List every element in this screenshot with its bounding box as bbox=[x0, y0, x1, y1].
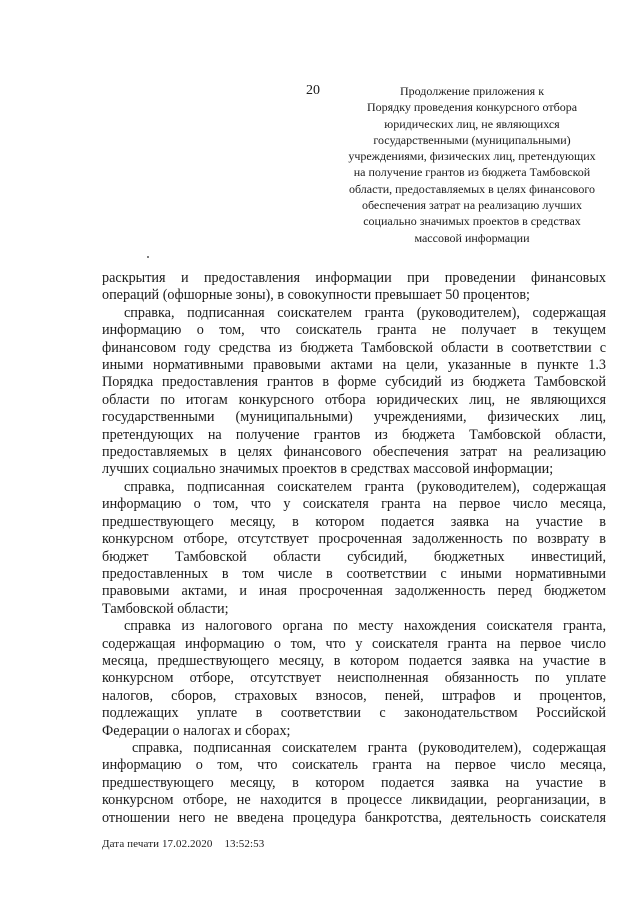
body-line: конкурсном отборе, не находится в процессе ликвидации, реорганизации, в bbox=[102, 792, 606, 809]
print-date: Дата печати 17.02.2020 bbox=[102, 838, 213, 850]
body-line: справка, подписанная соискателем гранта (руководителем), содержащая bbox=[132, 739, 606, 756]
body-line: отношении него не введена процедура банкротства, деятельность соискателя bbox=[102, 809, 606, 826]
body-line: подлежащих уплате в соответствии с законодательством Российской bbox=[102, 705, 606, 722]
page-number: 20 bbox=[306, 83, 320, 98]
body-line: раскрытия и предоставления информации при проведении финансовых bbox=[102, 270, 606, 286]
body-line: справка из налогового органа по месту нахождения соискателя гранта, bbox=[124, 618, 606, 635]
header-note-line: Порядку проведения конкурсного отбора bbox=[366, 100, 578, 115]
body-line: финансовом году средства из бюджета Тамбовской области в соответствии с bbox=[102, 339, 606, 356]
body-line: операций (офшорные зоны), в совокупности превышает 50 процентов; bbox=[102, 287, 530, 304]
header-note-line: массовой информации bbox=[414, 230, 530, 245]
body-line: справка, подписанная соискателем гранта (руководителем), содержащая bbox=[124, 478, 606, 495]
body-line: предшествующего месяцу, в котором подается заявка на участие в bbox=[102, 774, 606, 791]
header-note-line: социально значимых проектов в средствах bbox=[363, 214, 581, 229]
body-line: информацию о том, что у соискателя гранта на первое число месяца, bbox=[102, 496, 606, 513]
body-line: информацию о том, что соискатель гранта на первое число месяца, bbox=[102, 757, 606, 774]
body-line: налогов, сборов, страховых взносов, пеней, штрафов и процентов, bbox=[102, 687, 606, 704]
body-line: правовыми актами, и иная просроченная задолженность перед бюджетом bbox=[102, 583, 606, 600]
body-line: Тамбовской области; bbox=[102, 600, 229, 617]
body-line: Федерации о налогах и сборах; bbox=[102, 722, 291, 739]
body-line: предоставляемых в целях финансового обеспечения затрат на реализацию bbox=[102, 444, 606, 461]
body-line: предоставленных в том числе в соответствии с иными нормативными bbox=[102, 565, 606, 582]
body-line: месяца, предшествующего месяцу, в котором подается заявка на участие в bbox=[102, 652, 606, 669]
body-line: бюджет Тамбовской области субсидий, бюджетных инвестиций, bbox=[102, 548, 606, 565]
header-note-line: обеспечения затрат на реализацию лучших bbox=[361, 198, 583, 213]
header-note-line: области, предоставляемых в целях финансового bbox=[349, 181, 595, 196]
print-footer bbox=[102, 838, 264, 850]
body-line: конкурсном отборе, отсутствует просроченная задолженность по возврату в bbox=[102, 531, 606, 548]
scan-speck bbox=[147, 256, 149, 258]
body-line: справка, подписанная соискателем гранта (руководителем), содержащая bbox=[124, 304, 606, 321]
body-line: конкурсном отборе, отсутствует неисполненная обязанность по уплате bbox=[102, 670, 606, 687]
header-note-line: Продолжение приложения к bbox=[399, 84, 545, 98]
body-text bbox=[102, 270, 606, 827]
body-line: лучших социально значимых проектов в средствах массовой информации; bbox=[102, 461, 554, 478]
header-note-line: государственными (муниципальными) bbox=[373, 132, 571, 147]
body-line: государственными (муниципальными) учреждениями, физических лиц, bbox=[102, 409, 606, 426]
body-line: информацию о том, что соискатель гранта не получает в текущем bbox=[102, 322, 606, 339]
appendix-header-note bbox=[322, 83, 622, 246]
body-line: содержащая информацию о том, что у соискателя гранта на первое число bbox=[102, 635, 606, 652]
print-time: 13:52:53 bbox=[224, 838, 265, 850]
header-note-line: юридических лиц, не являющихся bbox=[384, 116, 560, 131]
body-line: претендующих на получение грантов из бюджета Тамбовской области, bbox=[102, 426, 606, 443]
body-line: предшествующего месяцу, в котором подается заявка на участие в bbox=[102, 513, 606, 530]
header-note-line: на получение грантов из бюджета Тамбовской bbox=[353, 165, 591, 180]
body-line: Порядка предоставления грантов в форме субсидий из бюджета Тамбовской bbox=[102, 374, 606, 391]
body-line: иными нормативными правовыми актами на цели, указанные в пункте 1.3 bbox=[102, 357, 606, 374]
body-line: области по итогам конкурсного отбора юридических лиц, не являющихся bbox=[102, 391, 606, 408]
header-note-line: учреждениями, физических лиц, претендующих bbox=[348, 149, 596, 164]
